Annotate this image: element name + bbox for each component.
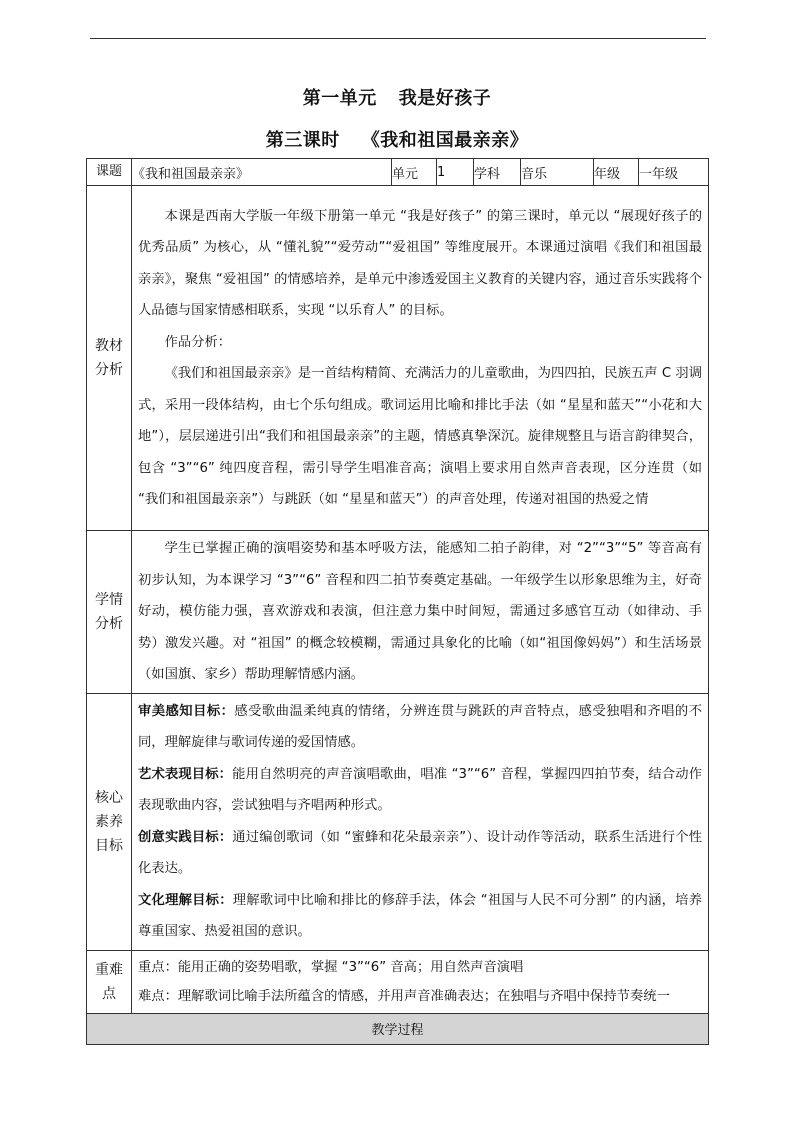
key-points-row xyxy=(87,950,709,1013)
core-goals-label xyxy=(87,693,132,950)
subject-value: 音乐 xyxy=(521,159,594,186)
header-rule xyxy=(90,38,706,39)
grade-value: 一年级 xyxy=(639,159,709,186)
core-goals-row xyxy=(87,693,709,950)
material-analysis-row xyxy=(87,186,709,531)
unit-subtitle-text: 我是好孩子 xyxy=(398,88,492,109)
topic-value: 《我和祖国最亲亲》 xyxy=(132,159,392,186)
goal-aesthetic-title: 审美感知目标： xyxy=(138,703,235,719)
core-goals-content xyxy=(132,693,709,950)
learner-analysis-row xyxy=(87,531,709,694)
unit-title-text: 第一单元 xyxy=(302,88,377,109)
lesson-number-text: 第三课时 xyxy=(265,130,340,151)
goal-performance-text: 能用自然明亮的声音演唱歌曲，唱准 “3”“6” 音程，掌握四四拍节奏，结合动作表现歌曲内容，尝试独唱与齐唱两种形式。 xyxy=(138,766,702,813)
material-intro: 本课是西南大学版一年级下册第一单元 “我是好孩子” 的第三课时，单元以 “展现好孩子的优秀品质” 为核心，从 “懂礼貌”“爱劳动”“爱祖国” 等维度展开。本课通过演唱《我们和祖国最亲亲》，聚焦 “爱祖国” 的情感培养，是单元中渗透爱国主义教育的关键内容，通过音乐实践将个人品德与国家情感相联系，实现 “以乐育人” 的目标。 xyxy=(138,208,702,318)
process-row xyxy=(87,1013,709,1044)
grade-label: 年级 xyxy=(594,159,639,186)
goal-aesthetic-text: 感受歌曲温柔纯真的情绪，分辨连贯与跳跃的声音特点，感受独唱和齐唱的不同，理解旋律与歌词传递的爱国情感。 xyxy=(138,703,703,750)
key-point: 重点：能用正确的姿势唱歌，掌握 “3”“6” 音高；用自然声音演唱 xyxy=(138,959,524,975)
key-points-label-text: 重难点 xyxy=(95,961,123,1002)
goal-performance-title: 艺术表现目标： xyxy=(138,766,233,782)
difficult-point: 难点：理解歌词比喻手法所蕴含的情感，并用声音准确表达；在独唱与齐唱中保持节奏统一 xyxy=(138,988,670,1004)
learner-analysis-text: 学生已掌握正确的演唱姿势和基本呼吸方法，能感知二拍子韵律，对 “2”“3”“5” 等音高有初步认知，为本课学习 “3”“6” 音程和四二拍节奏奠定基础。一年级学生以形象思维为主，好奇好动，模仿能力强，喜欢游戏和表演，但注意力集中时间短，需通过多感官互动（如律动、手势）激发兴趣。对 “祖国” 的概念较模糊，需通过具象化的比喻（如“祖国像妈妈”）和生活场景（如国旗、家乡）帮助理解情感内涵。 xyxy=(138,541,702,682)
goal-cultural-text: 理解歌词中比喻和排比的修辞手法，体会 “祖国与人民不可分割” 的内涵，培养尊重国家、热爱祖国的意识。 xyxy=(138,892,703,939)
topic-label: 课题 xyxy=(87,159,132,186)
core-goals-label-text: 核心素养目标 xyxy=(95,789,123,854)
lesson-title xyxy=(0,126,794,152)
lesson-name-text: 《我和祖国最亲亲》 xyxy=(361,130,529,151)
unit-value: 1 xyxy=(437,159,474,186)
work-heading: 作品分析： xyxy=(164,334,232,350)
goal-creative xyxy=(138,822,702,885)
material-analysis-label xyxy=(87,186,132,531)
material-analysis-content xyxy=(132,186,709,531)
goal-aesthetic xyxy=(138,696,702,759)
goal-cultural-title: 文化理解目标： xyxy=(138,892,233,908)
unit-title xyxy=(0,84,794,110)
info-row xyxy=(87,159,709,186)
goal-creative-title: 创意实践目标： xyxy=(138,829,233,845)
key-points-content xyxy=(132,950,709,1013)
subject-label: 学科 xyxy=(474,159,521,186)
unit-label: 单元 xyxy=(392,159,437,186)
process-heading: 教学过程 xyxy=(87,1013,709,1044)
learner-analysis-label-text: 学情分析 xyxy=(95,591,123,632)
learner-analysis-content xyxy=(132,531,709,694)
learner-analysis-label xyxy=(87,531,132,694)
key-points-label xyxy=(87,950,132,1013)
material-analysis-label-text: 教材分析 xyxy=(95,338,123,378)
goal-cultural xyxy=(138,885,702,948)
goal-creative-text: 通过编创歌词（如 “蜜蜂和花朵最亲亲”）、设计动作等活动，联系生活进行个性化表达。 xyxy=(138,829,702,876)
work-analysis: 《我们和祖国最亲亲》是一首结构精简、充满活力的儿童歌曲，为四四拍，民族五声 C 羽调式，采用一段体结构，由七个乐句组成。歌词运用比喻和排比手法（如 “星星和蓝天”“小花和大地”），层层递进引出“我们和祖国最亲亲”的主题，情感真挚深沉。旋律规整且与语言韵律契合，包含 “3”“6” 纯四度音程，需引导学生唱准音高；演唱上要求用自然声音表现，区分连贯（如 “我们和祖国最亲亲”）与跳跃（如 “星星和蓝天”）的声音处理，传递对祖国的热爱之情 xyxy=(138,366,702,507)
goal-performance xyxy=(138,759,702,822)
lesson-plan-table xyxy=(86,158,709,1045)
